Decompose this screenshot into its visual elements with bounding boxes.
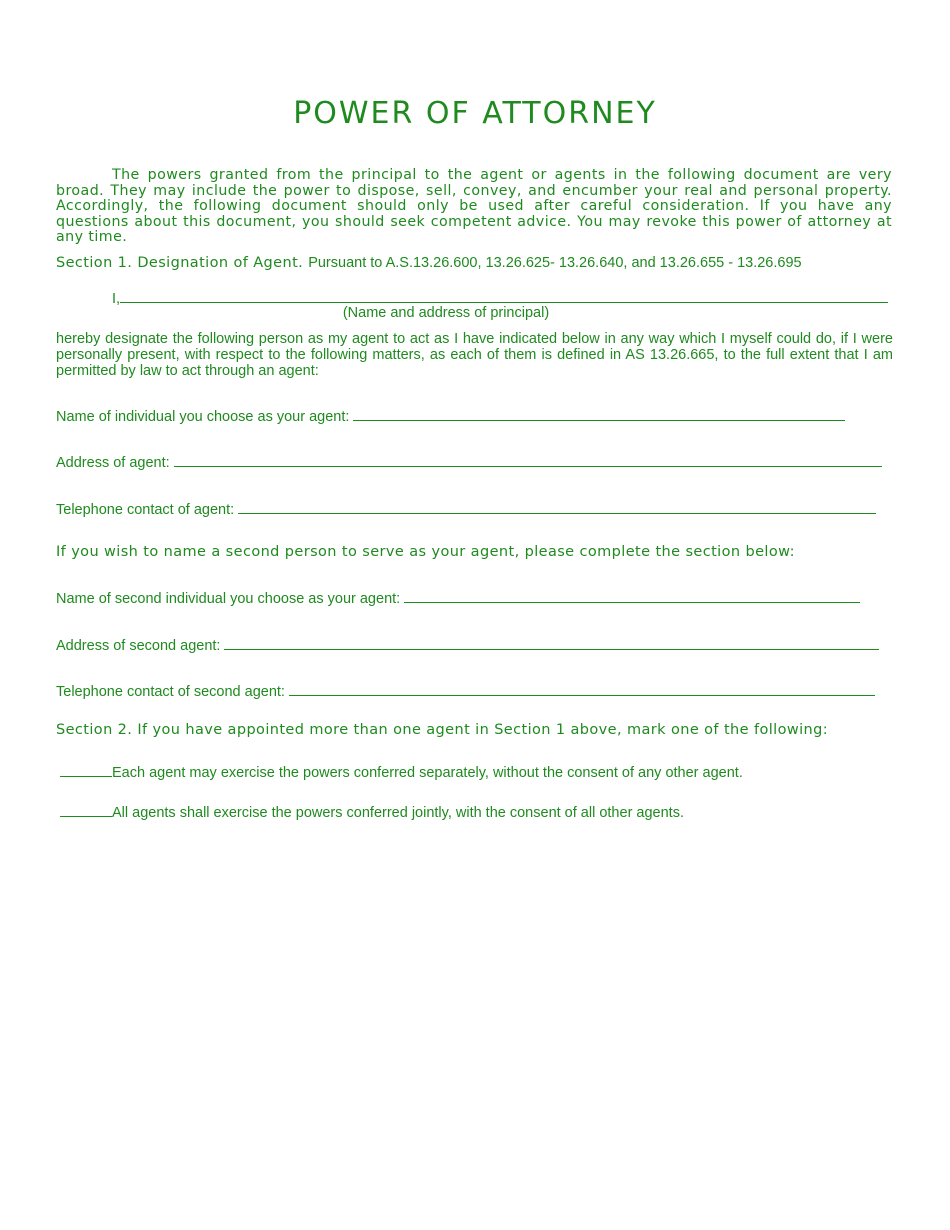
agent-name-label: Name of individual you choose as your agent: (56, 409, 350, 425)
option-separately-label: Each agent may exercise the powers conferred separately, without the consent of any other agent. (112, 765, 743, 781)
second-address-field[interactable] (224, 636, 879, 650)
intro-paragraph (56, 168, 892, 246)
option-jointly-label: All agents shall exercise the powers conferred jointly, with the consent of all other agents. (112, 805, 684, 821)
section1-heading-citation: Pursuant to A.S.13.26.600, 13.26.625- 13.26.640, and 13.26.655 - 13.26.695 (308, 255, 802, 271)
section1-heading-prefix: Section 1. Designation of Agent. (56, 255, 309, 271)
designation-paragraph: hereby designate the following person as my agent to act as I have indicated below in any way which I myself could do, if I were personally present, with respect to the following matters, as each of them is defined in AS 13.26.665, to the full extent that I am permitted by law to act through an agent: (56, 331, 893, 379)
option-separately-checkbox[interactable] (60, 763, 112, 777)
principal-name-field[interactable] (120, 289, 888, 303)
second-name-row (56, 589, 860, 607)
option-separately-row (60, 763, 743, 781)
second-phone-row (56, 682, 875, 700)
agent-address-row (56, 453, 882, 471)
second-phone-field[interactable] (289, 682, 875, 696)
agent-address-label: Address of agent: (56, 455, 170, 471)
agent-name-field[interactable] (353, 407, 845, 421)
principal-prefix: I, (112, 291, 121, 307)
section1-heading (56, 254, 802, 272)
document-title: POWER OF ATTORNEY (293, 96, 657, 131)
agent-phone-label: Telephone contact of agent: (56, 502, 235, 518)
intro-text: The powers granted from the principal to the agent or agents in the following document are very broad. They may include the power to dispose, sell, convey, and encumber your real and personal property. Accordingly, the following document should only be used after careful consideration. If you have any questions about this document, you should seek competent advice. You may revoke this power of attorney at any time. (56, 167, 892, 245)
agent-address-field[interactable] (174, 453, 882, 467)
section2-heading: Section 2. If you have appointed more than one agent in Section 1 above, mark one of the following: (56, 722, 829, 738)
second-name-label: Name of second individual you choose as your agent: (56, 591, 401, 607)
agent-phone-field[interactable] (238, 500, 876, 514)
second-agent-note: If you wish to name a second person to serve as your agent, please complete the section below: (56, 544, 795, 560)
agent-name-row (56, 407, 845, 425)
second-address-row (56, 636, 879, 654)
second-name-field[interactable] (404, 589, 860, 603)
second-address-label: Address of second agent: (56, 638, 221, 654)
principal-caption: (Name and address of principal) (342, 305, 550, 321)
option-jointly-checkbox[interactable] (60, 803, 112, 817)
agent-phone-row (56, 500, 876, 518)
second-phone-label: Telephone contact of second agent: (56, 684, 285, 700)
option-jointly-row (60, 803, 684, 821)
